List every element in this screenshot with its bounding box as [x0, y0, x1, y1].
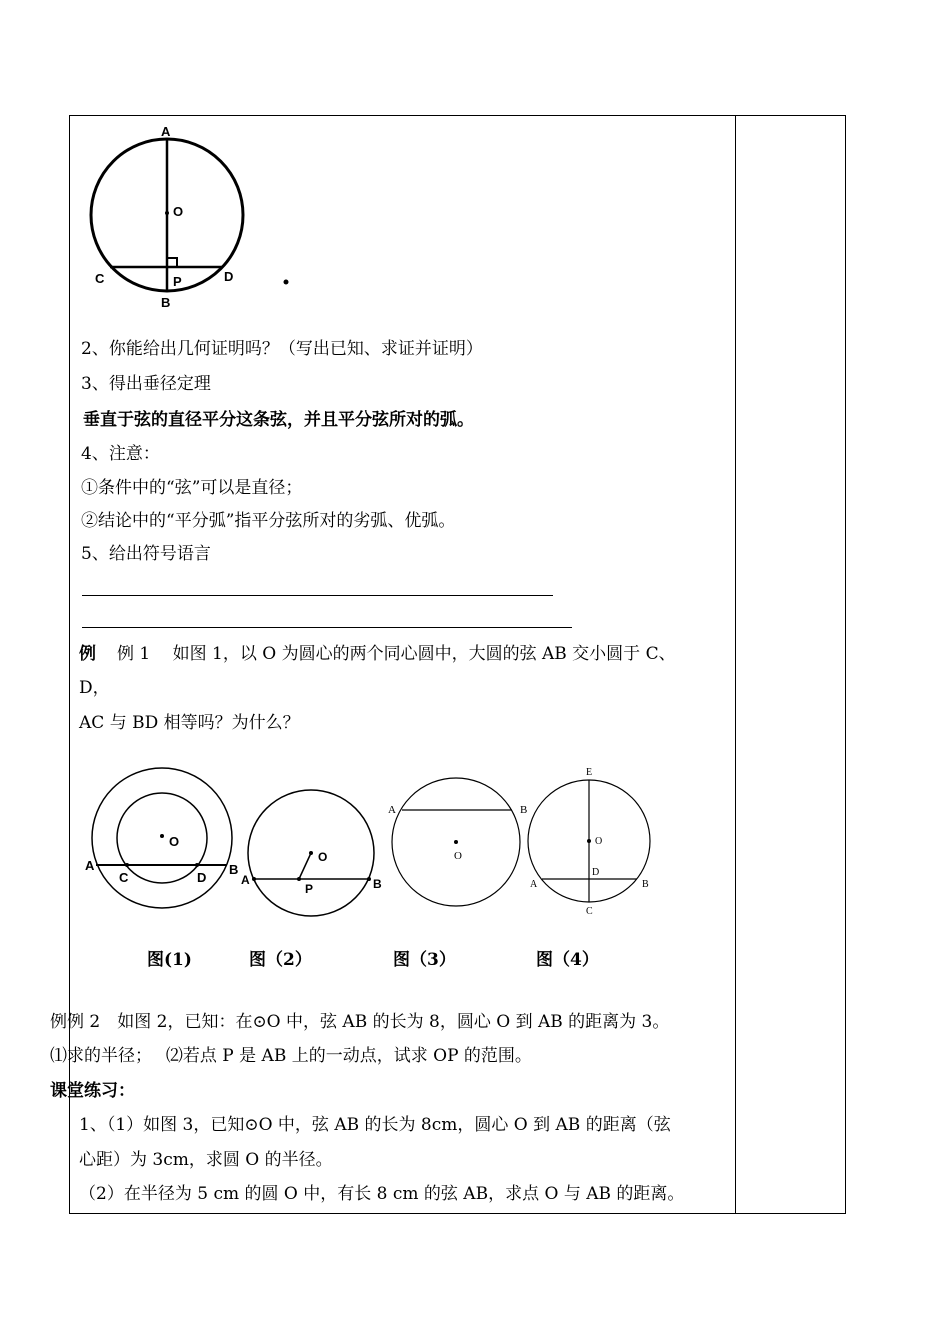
answer-blank-1 — [82, 595, 553, 596]
figures-row — [0, 740, 950, 980]
label-O: O — [169, 834, 180, 849]
point-D — [195, 863, 199, 867]
label-A: A — [241, 873, 250, 887]
label-A: A — [161, 124, 171, 139]
answer-blank-2 — [82, 627, 572, 628]
line-2: 2、你能给出几何证明吗？（写出已知、求证并证明） — [81, 339, 483, 359]
label-B: B — [161, 295, 171, 310]
center-dot — [165, 211, 169, 215]
center-dot — [454, 840, 458, 844]
label-O: O — [318, 850, 328, 864]
label-P: P — [173, 274, 182, 289]
label-A: A — [85, 858, 95, 873]
caption-figure-2: 图（2） — [249, 950, 312, 970]
note-2: ②结论中的“平分弧”指平分弦所对的劣弧、优弧。 — [81, 511, 456, 531]
point-P — [297, 877, 301, 881]
example1-line2: D， — [79, 678, 110, 698]
label-O: O — [173, 204, 184, 219]
note-1: ①条件中的“弦”可以是直径； — [81, 478, 303, 498]
label-P: P — [305, 882, 314, 896]
example1-line1: 例 1 如图 1，以 O 为圆心的两个同心圆中，大圆的弦 AB 交小圆于 C、 — [117, 644, 676, 664]
label-B: B — [373, 877, 382, 891]
figure-1 — [85, 768, 238, 908]
center-dot — [160, 834, 164, 838]
segment-OP — [299, 853, 311, 879]
line-3: 3、得出垂径定理 — [81, 374, 211, 394]
caption-figure-1: 图(1) — [147, 950, 192, 970]
label-O: O — [454, 850, 462, 862]
label-C: C — [119, 870, 129, 885]
figure-2 — [241, 790, 382, 916]
example-tag: 例 — [79, 644, 96, 664]
stray-dot — [284, 280, 289, 285]
point-B — [367, 877, 371, 881]
figure-3 — [388, 778, 527, 906]
example2-line2: ⑴求的半径； ⑵若点 P 是 AB 上的一动点，试求 OP 的范围。 — [50, 1046, 532, 1066]
label-D: D — [224, 269, 234, 284]
caption-figure-4: 图（4） — [536, 950, 599, 970]
right-angle-mark — [167, 258, 177, 267]
label-C: C — [95, 271, 105, 286]
label-B: B — [520, 804, 528, 816]
practice-heading: 课堂练习： — [50, 1081, 135, 1101]
practice-q1-part2: （2）在半径为 5 cm 的圆 O 中，有长 8 cm 的弦 AB，求点 O 与 AB 的距离。 — [79, 1184, 685, 1204]
practice-q1-line2: 心距）为 3cm，求圆 O 的半径。 — [79, 1150, 333, 1170]
label-E: E — [586, 767, 593, 778]
theorem-statement: 垂直于弦的直径平分这条弦，并且平分弦所对的弧。 — [83, 410, 474, 430]
label-C: C — [586, 906, 593, 917]
label-D: D — [592, 867, 600, 878]
practice-q1-line1: 1、（1）如图 3，已知⊙O 中，弦 AB 的长为 8cm，圆心 O 到 AB 的距离（弦 — [79, 1115, 671, 1135]
figure-4 — [528, 767, 650, 917]
center-dot — [309, 851, 313, 855]
label-B: B — [642, 879, 649, 890]
point-A — [252, 877, 256, 881]
caption-figure-3: 图（3） — [393, 950, 456, 970]
point-C — [125, 863, 129, 867]
center-dot — [587, 839, 591, 843]
label-A: A — [388, 804, 396, 816]
label-A: A — [530, 879, 538, 890]
label-D: D — [197, 870, 207, 885]
example1-line3: AC 与 BD 相等吗？为什么？ — [79, 713, 300, 733]
label-O: O — [595, 836, 603, 847]
figure-perpendicular-diameter — [0, 0, 950, 320]
label-B: B — [229, 862, 239, 877]
example2-line1: 例例 2 如图 2，已知：在⊙O 中，弦 AB 的长为 8，圆心 O 到 AB 的距离为 3。 — [50, 1012, 670, 1032]
line-4: 4、注意： — [81, 444, 160, 464]
line-5: 5、给出符号语言 — [81, 544, 211, 564]
